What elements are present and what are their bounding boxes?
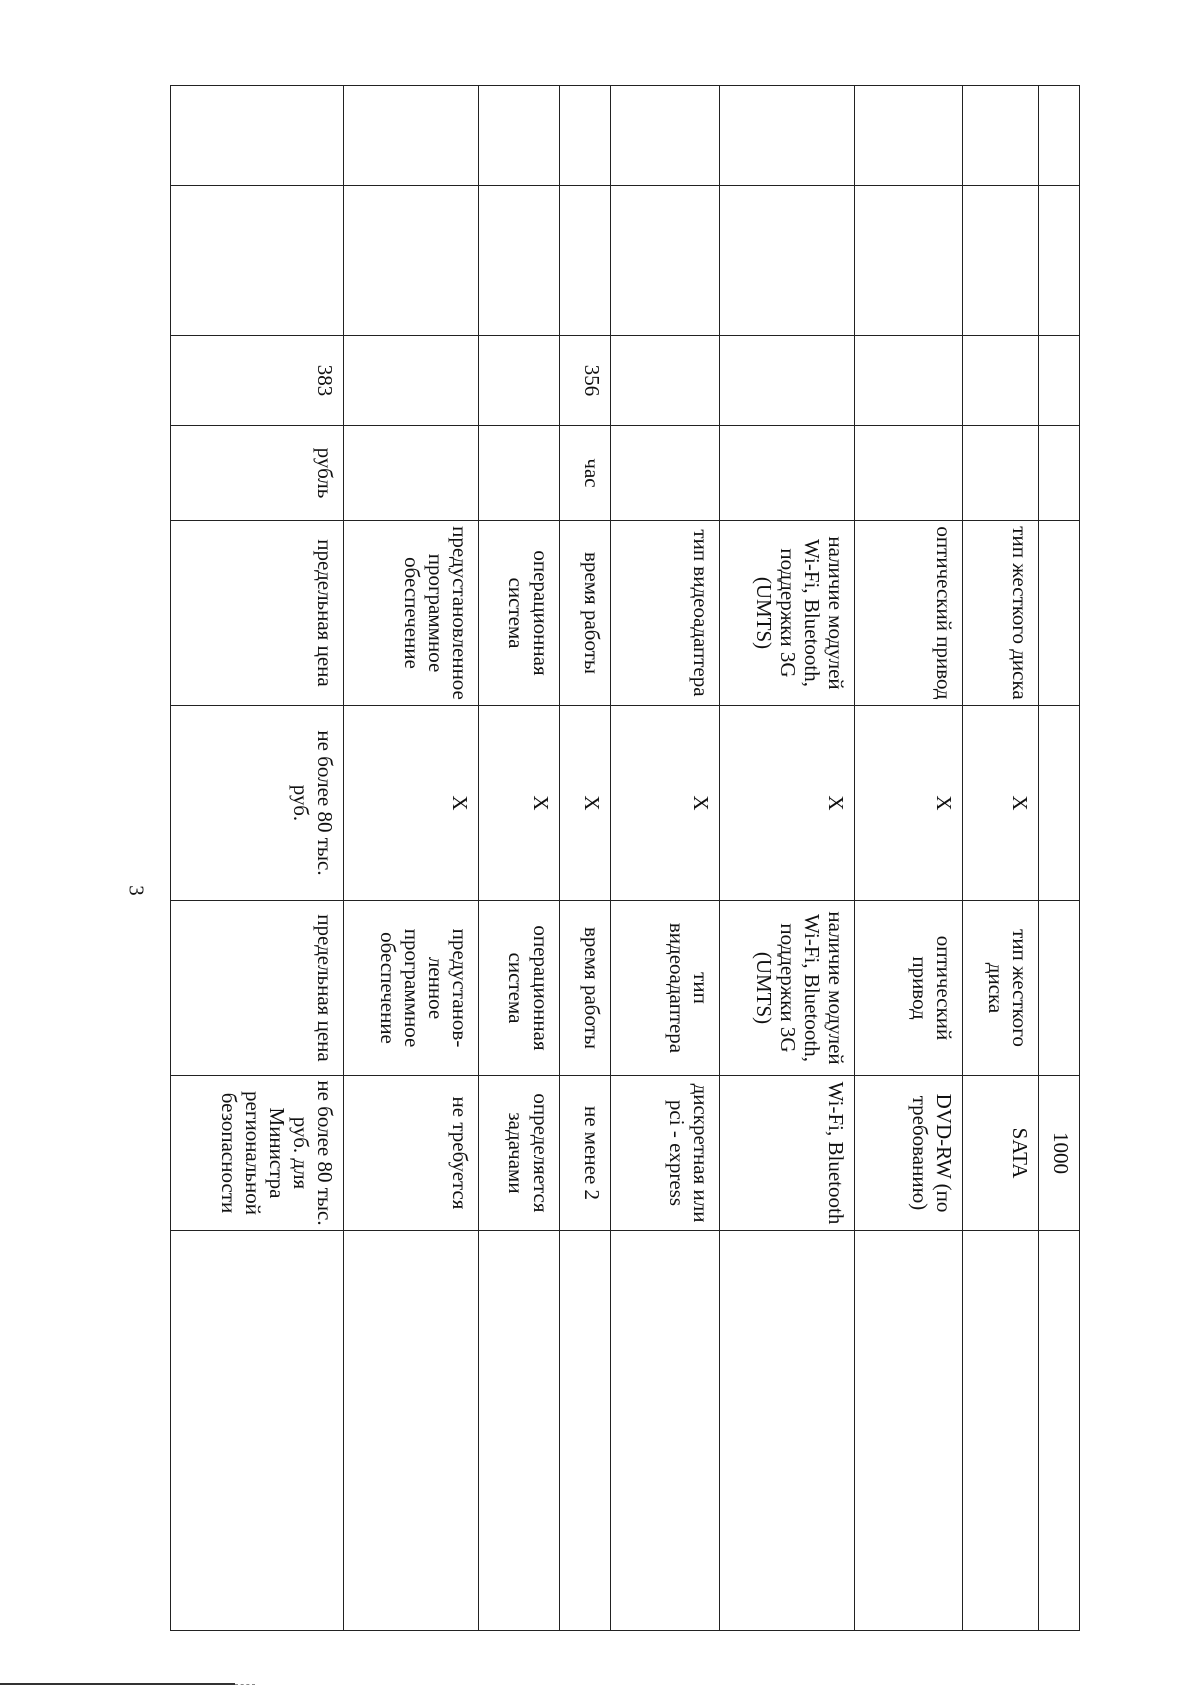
characteristic-cell: тип видеоадаптера xyxy=(611,901,719,1076)
x-cell: X xyxy=(559,706,611,901)
code-cell xyxy=(611,336,719,426)
code-cell xyxy=(854,336,962,426)
value-cell: DVD-RW (по требованию) xyxy=(854,1076,962,1231)
empty-cell xyxy=(1038,336,1079,426)
unit-cell xyxy=(479,426,559,521)
x-cell: X xyxy=(611,706,719,901)
empty-cell xyxy=(719,186,854,336)
characteristic-cell: предельная цена xyxy=(171,521,344,706)
x-cell: не более 80 тыс. руб. xyxy=(171,706,344,901)
extra-cell xyxy=(344,1231,479,1631)
extra-cell xyxy=(479,1231,559,1631)
value-cell: дискретная или pci - express xyxy=(611,1076,719,1231)
table-row-top xyxy=(1038,86,1079,1631)
table-row xyxy=(963,86,1039,1631)
characteristic-cell: оптический привод xyxy=(854,901,962,1076)
code-cell xyxy=(719,336,854,426)
scan-edge-line xyxy=(0,1683,235,1685)
extra-cell xyxy=(559,1231,611,1631)
empty-cell xyxy=(854,86,962,186)
characteristic-cell: операционная система xyxy=(479,901,559,1076)
value-cell: 1000 xyxy=(1038,1076,1079,1231)
page-number: 3 xyxy=(124,885,149,896)
code-cell: 356 xyxy=(559,336,611,426)
table-row xyxy=(611,86,719,1631)
x-cell: X xyxy=(854,706,962,901)
empty-cell xyxy=(611,86,719,186)
empty-cell xyxy=(171,186,344,336)
empty-cell xyxy=(344,86,479,186)
unit-cell xyxy=(719,426,854,521)
unit-cell: час xyxy=(559,426,611,521)
characteristic-cell: время работы xyxy=(559,901,611,1076)
empty-cell xyxy=(559,86,611,186)
unit-cell xyxy=(611,426,719,521)
table-row xyxy=(559,86,611,1631)
empty-cell xyxy=(719,86,854,186)
empty-cell xyxy=(479,186,559,336)
value-cell: не более 80 тыс. руб. для Министра региональной безопасности xyxy=(171,1076,344,1231)
table-row xyxy=(344,86,479,1631)
characteristic-cell: тип жесткого диска xyxy=(963,521,1039,706)
empty-cell xyxy=(479,86,559,186)
scan-edge-dash xyxy=(235,1684,255,1686)
value-cell: определяется задачами xyxy=(479,1076,559,1231)
characteristic-cell: наличие модулей Wi-Fi, Bluetooth, поддержки 3G (UMTS) xyxy=(719,901,854,1076)
value-cell: не требуется xyxy=(344,1076,479,1231)
extra-cell xyxy=(719,1231,854,1631)
table-row xyxy=(479,86,559,1631)
code-cell: 383 xyxy=(171,336,344,426)
empty-cell xyxy=(854,186,962,336)
characteristic-cell: оптический привод xyxy=(854,521,962,706)
rotated-table-container xyxy=(170,85,1080,1630)
empty-cell xyxy=(171,86,344,186)
empty-cell xyxy=(1038,521,1079,706)
x-cell: X xyxy=(479,706,559,901)
code-cell xyxy=(479,336,559,426)
value-cell: Wi-Fi, Bluetooth xyxy=(719,1076,854,1231)
specification-table xyxy=(170,85,1080,1631)
empty-cell xyxy=(559,186,611,336)
table-row xyxy=(719,86,854,1631)
empty-cell xyxy=(1038,426,1079,521)
empty-cell xyxy=(344,186,479,336)
unit-cell: рубль xyxy=(171,426,344,521)
unit-cell xyxy=(854,426,962,521)
empty-cell xyxy=(1038,901,1079,1076)
unit-cell xyxy=(963,426,1039,521)
characteristic-cell: операционная система xyxy=(479,521,559,706)
empty-cell xyxy=(1038,186,1079,336)
x-cell: X xyxy=(719,706,854,901)
extra-cell xyxy=(171,1231,344,1631)
empty-cell xyxy=(611,186,719,336)
code-cell xyxy=(963,336,1039,426)
value-cell: SATA xyxy=(963,1076,1039,1231)
characteristic-cell: тип видеоадаптера xyxy=(611,521,719,706)
table-row xyxy=(854,86,962,1631)
empty-cell xyxy=(963,186,1039,336)
extra-cell xyxy=(611,1231,719,1631)
empty-cell xyxy=(1038,1231,1079,1631)
x-cell: X xyxy=(963,706,1039,901)
characteristic-cell: предельная цена xyxy=(171,901,344,1076)
empty-cell xyxy=(1038,706,1079,901)
extra-cell xyxy=(963,1231,1039,1631)
value-cell: не менее 2 xyxy=(559,1076,611,1231)
characteristic-cell: тип жесткого диска xyxy=(963,901,1039,1076)
extra-cell xyxy=(854,1231,962,1631)
characteristic-cell: предустанов-ленное программное обеспечение xyxy=(344,901,479,1076)
unit-cell xyxy=(344,426,479,521)
characteristic-cell: предустановленное программное обеспечение xyxy=(344,521,479,706)
empty-cell xyxy=(1038,86,1079,186)
characteristic-cell: время работы xyxy=(559,521,611,706)
code-cell xyxy=(344,336,479,426)
x-cell: X xyxy=(344,706,479,901)
table-row xyxy=(171,86,344,1631)
empty-cell xyxy=(963,86,1039,186)
characteristic-cell: наличие модулей Wi-Fi, Bluetooth, поддержки 3G (UMTS) xyxy=(719,521,854,706)
